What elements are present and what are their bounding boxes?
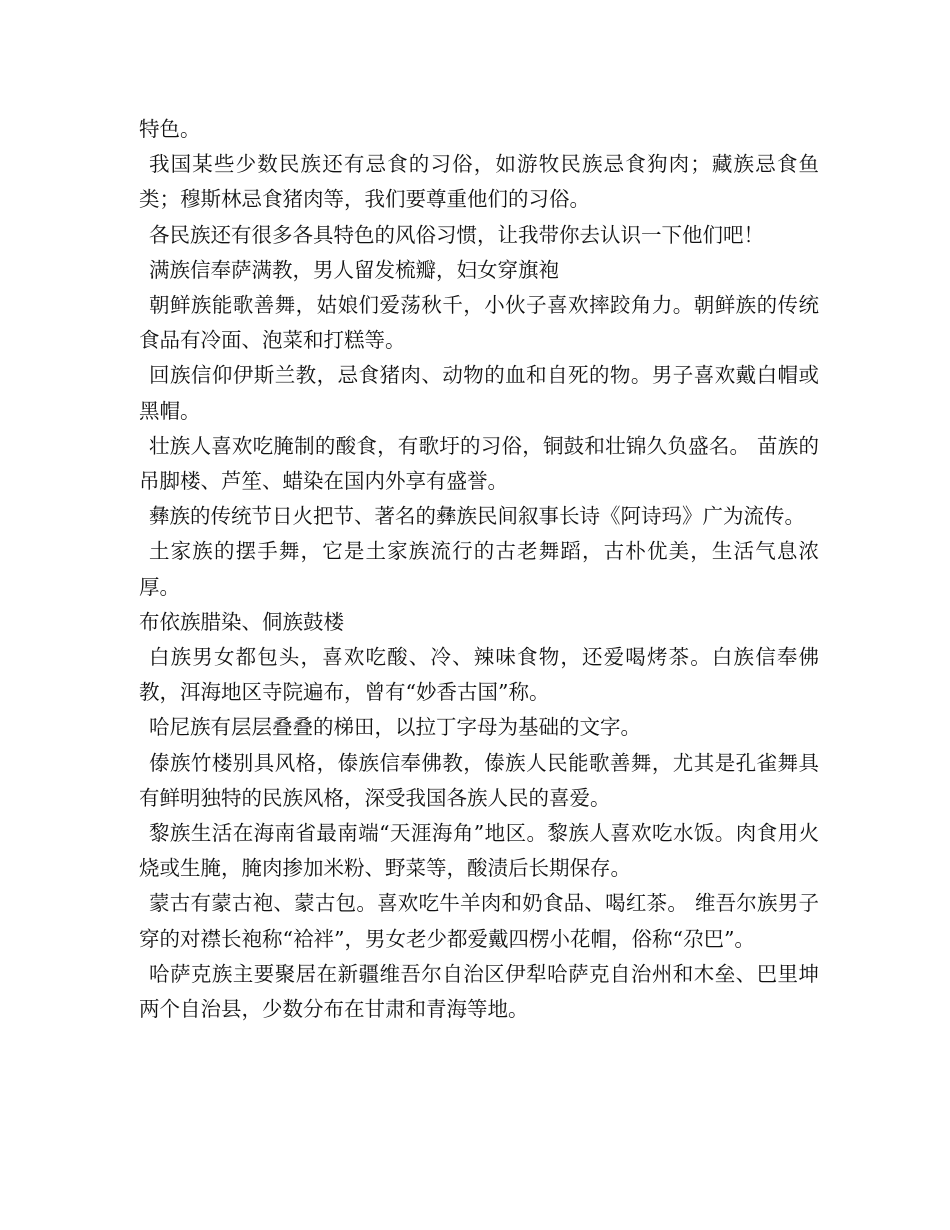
- paragraph: 彝族的传统节日火把节、著名的彝族民间叙事长诗《阿诗玛》广为流传。: [149, 504, 805, 529]
- paragraph: 白族男女都包头，喜欢吃酸、冷、辣味食物，还爱喝烤茶。白族信奉佛教，洱海地区寺院遍布，曾有“妙香古国”称。: [139, 645, 819, 705]
- paragraph: 蒙古有蒙古袍、蒙古包。喜欢吃牛羊肉和奶食品、喝红茶。 维吾尔族男子穿的对襟长袍称“袷袢”，男女老少都爱戴四楞小花帽，俗称“尕巴”。: [139, 891, 819, 951]
- paragraph: 我国某些少数民族还有忌食的习俗，如游牧民族忌食狗肉；藏族忌食鱼类；穆斯林忌食猪肉等，我们要尊重他们的习俗。: [139, 152, 819, 212]
- paragraph: 满族信奉萨满教，男人留发梳瓣，妇女穿旗袍: [149, 257, 559, 282]
- paragraph: 壮族人喜欢吃腌制的酸食，有歌圩的习俗，铜鼓和壮锦久负盛名。 苗族的吊脚楼、芦笙、蜡染在国内外享有盛誉。: [139, 433, 819, 494]
- paragraph: 回族信仰伊斯兰教，忌食猪肉、动物的血和自死的物。男子喜欢戴白帽或黑帽。: [139, 363, 819, 423]
- paragraph: 布依族腊染、侗族鼓楼: [139, 609, 344, 634]
- paragraph: 特色。: [139, 117, 201, 141]
- paragraph: 土家族的摆手舞，它是土家族流行的古老舞蹈，古朴优美，生活气息浓厚。: [139, 539, 819, 599]
- document-body: [139, 112, 819, 1027]
- paragraph: 各民族还有很多各具特色的风俗习惯，让我带你去认识一下他们吧！: [149, 222, 764, 247]
- paragraph: 哈萨克族主要聚居在新疆维吾尔自治区伊犁哈萨克自治州和木垒、巴里坤两个自治县，少数分布在甘肃和青海等地。: [139, 961, 819, 1022]
- paragraph: 黎族生活在海南省最南端“天涯海角”地区。黎族人喜欢吃水饭。肉食用火烧或生腌，腌肉掺加米粉、野菜等，酸渍后长期保存。: [139, 821, 819, 881]
- paragraph: 傣族竹楼别具风格，傣族信奉佛教，傣族人民能歌善舞，尤其是孔雀舞具有鲜明独特的民族风格，深受我国各族人民的喜爱。: [139, 750, 819, 810]
- paragraph: 朝鲜族能歌善舞，姑娘们爱荡秋千，小伙子喜欢摔跤角力。朝鲜族的传统食品有冷面、泡菜和打糕等。: [139, 293, 819, 353]
- paragraph: 哈尼族有层层叠叠的梯田，以拉丁字母为基础的文字。: [149, 715, 641, 740]
